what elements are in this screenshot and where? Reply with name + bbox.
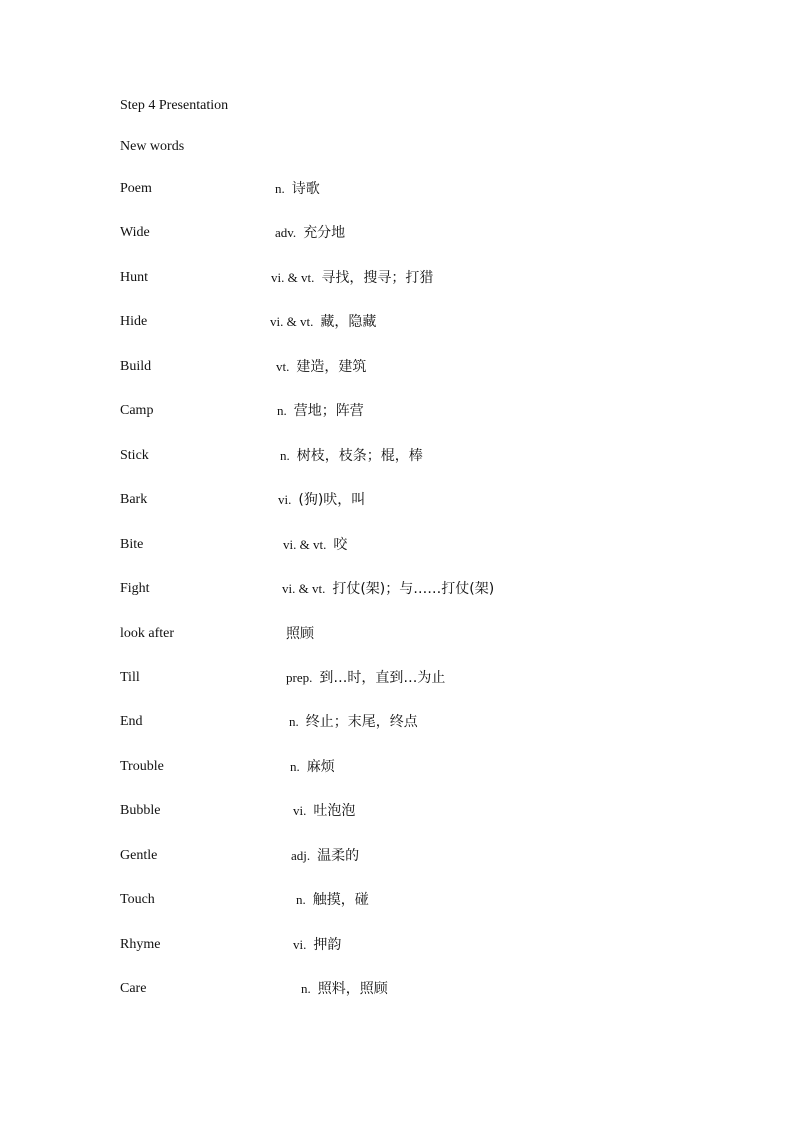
part-of-speech: vi. & vt. <box>283 537 327 552</box>
vocab-word: Rhyme <box>120 937 161 952</box>
vocab-word: Bubble <box>120 803 161 818</box>
step-heading: Step 4 Presentation <box>120 98 229 113</box>
part-of-speech: vi. <box>278 492 292 507</box>
chinese-meaning: 押韵 <box>313 937 342 953</box>
vocab-word: Touch <box>120 892 155 907</box>
part-of-speech: n. <box>277 403 287 418</box>
part-of-speech: adv. <box>275 225 297 240</box>
vocab-word: Till <box>120 670 140 685</box>
part-of-speech: n. <box>280 448 290 463</box>
chinese-meaning: 建造，建筑 <box>296 359 367 375</box>
vocab-row <box>0 756 794 778</box>
chinese-meaning: 吐泡泡 <box>313 803 356 819</box>
vocab-row <box>0 489 794 511</box>
chinese-meaning: 树枝，枝条；棍，棒 <box>296 448 423 464</box>
vocab-definition <box>296 889 369 912</box>
vocab-word: Stick <box>120 448 149 463</box>
chinese-meaning: 诗歌 <box>291 181 320 197</box>
chinese-meaning: 藏，隐藏 <box>320 314 377 330</box>
vocab-definition <box>283 534 347 557</box>
vocab-row <box>0 623 794 645</box>
vocab-row <box>0 400 794 422</box>
vocab-word: Fight <box>120 581 150 596</box>
chinese-meaning: 寻找，搜寻；打猎 <box>321 270 434 286</box>
vocab-row <box>0 711 794 733</box>
vocab-row <box>0 311 794 333</box>
vocab-word: Hide <box>120 314 148 329</box>
vocab-definition <box>278 489 365 512</box>
vocab-word: Gentle <box>120 848 158 863</box>
vocab-row <box>0 978 794 1000</box>
chinese-meaning: 营地；阵营 <box>293 403 364 419</box>
vocab-word: Bark <box>120 492 148 507</box>
vocab-definition <box>271 267 433 290</box>
vocab-definition <box>289 711 418 734</box>
vocab-word: Camp <box>120 403 154 418</box>
vocab-row <box>0 667 794 689</box>
chinese-meaning: 充分地 <box>303 225 346 241</box>
vocab-definition <box>275 222 345 245</box>
vocab-row <box>0 356 794 378</box>
vocab-definition <box>301 978 388 1001</box>
part-of-speech: prep. <box>286 670 313 685</box>
part-of-speech: vi. <box>293 803 307 818</box>
vocab-definition <box>293 934 341 957</box>
vocab-word: Hunt <box>120 270 148 285</box>
vocab-definition <box>282 578 494 601</box>
part-of-speech: vi. & vt. <box>282 581 326 596</box>
part-of-speech: vi. <box>293 937 307 952</box>
vocab-word: Build <box>120 359 152 374</box>
vocab-definition <box>293 800 355 823</box>
vocab-word: Poem <box>120 181 152 196</box>
vocab-row <box>0 534 794 556</box>
part-of-speech: n. <box>296 892 306 907</box>
chinese-meaning: 咬 <box>333 537 348 553</box>
vocab-row <box>0 845 794 867</box>
vocab-definition <box>275 178 320 201</box>
vocab-definition <box>277 400 364 423</box>
chinese-meaning: 触摸，碰 <box>312 892 369 908</box>
vocab-word: Wide <box>120 225 150 240</box>
vocab-word: Trouble <box>120 759 164 774</box>
part-of-speech: n. <box>301 981 311 996</box>
chinese-meaning: 到…时，直到…为止 <box>319 670 446 686</box>
vocab-row <box>0 800 794 822</box>
vocab-word: look after <box>120 626 175 641</box>
vocab-word: Bite <box>120 537 144 552</box>
vocab-definition <box>291 845 359 868</box>
part-of-speech: adj. <box>291 848 311 863</box>
vocab-row <box>0 889 794 911</box>
chinese-meaning: 终止；末尾，终点 <box>305 714 418 730</box>
chinese-meaning: 麻烦 <box>306 759 335 775</box>
vocab-row <box>0 934 794 956</box>
vocab-row <box>0 267 794 289</box>
vocab-definition <box>280 445 423 468</box>
part-of-speech: n. <box>290 759 300 774</box>
vocab-row <box>0 178 794 200</box>
part-of-speech: vi. & vt. <box>271 270 315 285</box>
vocab-definition <box>270 311 376 334</box>
vocab-row <box>0 445 794 467</box>
vocab-definition <box>290 756 335 779</box>
vocab-definition <box>286 623 314 646</box>
chinese-meaning: 照料，照顾 <box>317 981 388 997</box>
part-of-speech: n. <box>275 181 285 196</box>
part-of-speech: vt. <box>276 359 290 374</box>
part-of-speech: n. <box>289 714 299 729</box>
chinese-meaning: 打仗(架)；与……打仗(架) <box>332 581 495 597</box>
vocab-word: End <box>120 714 143 729</box>
chinese-meaning: (狗)吠，叫 <box>298 492 366 508</box>
vocab-row <box>0 222 794 244</box>
chinese-meaning: 照顾 <box>286 626 314 642</box>
part-of-speech: vi. & vt. <box>270 314 314 329</box>
vocab-definition <box>286 667 445 690</box>
vocab-row <box>0 578 794 600</box>
section-heading: New words <box>120 139 185 154</box>
chinese-meaning: 温柔的 <box>317 848 360 864</box>
vocab-definition <box>276 356 366 379</box>
vocab-word: Care <box>120 981 147 996</box>
